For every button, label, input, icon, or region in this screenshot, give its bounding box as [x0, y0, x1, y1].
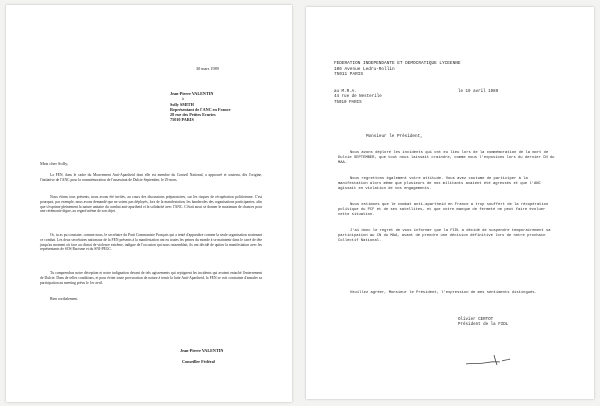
recipient-block	[334, 90, 382, 106]
letterhead-street: 106 Avenue Ledru-Rollin	[334, 66, 395, 72]
address-connector: à	[182, 96, 184, 102]
paragraph: Or, tu as pu constater, comme nous, le secrétaire du Parti Communiste Français qui a tenté d'apparaître comme la seule organisation soutenant ce combat. Les deux secrétaires nationaux de la FEN présents à la manifestation ont eu toutes les peines du monde à se maintenir dans le carré de tête jusqu'au moment où face au climat de violence extrême, indigne de l'occasion qui nous rassemblait, ils ont décidé de quitter la manifestation avec les représentants de SOS Racisme et du SNI-PEGC.	[40, 233, 262, 252]
salutation: Mon cher Solly,	[40, 161, 69, 166]
recipient-line: 44 rue de Nesterile	[334, 95, 382, 100]
address-block	[170, 91, 230, 123]
recipient-line: au M.R.A.	[334, 90, 357, 94]
paragraph: Nous étions tous présents, nous avons été invités, au cours des discussions préparatoires, sur les risques de récupération politicienne. C'est pourquoi, par exemple, nous avons demandé que ne soient pas déployés, lors de la manifestation, les banderoles des organisations participantes, afin que s'exprime pleinement la nature unitaire du combat anti-apartheid et la solidarité avec l'ANC. C'était aussi se donner le maximum de chances pour une cérémonie digne, au regard même de son objet.	[40, 195, 262, 214]
signature-title: Conseiller Fédéral	[182, 359, 215, 364]
letterhead-org: FEDERATION INDEPENDANTE ET DEMOCRATIQUE LYCEENNE	[334, 61, 461, 66]
signer-name: Olivier CERTOT	[458, 318, 494, 322]
closing: Veuillez agréer, Monsieur le Président, l'expression de mes sentiments distingués.	[350, 291, 537, 295]
recipient-role: Représentant de l'ANC en France	[170, 106, 231, 112]
paragraph: J'ai donc le regret de vous informer que la FIDL a décidé de suspendre temporairement sa participation au CN du MAA, avant de prendre une décision définitive lors de notre prochain Collectif National.	[338, 229, 551, 243]
letter-fidl	[306, 7, 594, 399]
recipient-city: 75010 PARIS	[170, 117, 194, 123]
paragraph: Tu comprendras notre déception et notre indignation devant de tels agissements qui rejoignent les incidents qui avaient entaché l'enterrement de Dulcie. Dans de telles conditions, et pour éviter toute provocation de nature à ternir la lutte Anti-Apartheid, la FEN se voit contrainte d'annuler sa participation au meeting prévu le 1er avril.	[40, 271, 262, 285]
letter-date: le 19 avril 1989	[458, 90, 499, 94]
recipient-street: 28 rue des Petites Ecuries	[170, 112, 216, 118]
paragraph: Nous avons déploré les incidents qui ont eu lieu lors de la commémoration de la mort de Dulcie SEPTEMBER, que tout nous laissait craindre, comme nous l'exposions lors du dernier CN du MAA.	[338, 151, 555, 165]
letterhead	[334, 61, 460, 78]
handwritten-signature	[464, 351, 512, 369]
signer-title: Président de la FIDL	[458, 323, 509, 328]
paragraph: Nous regrettons également votre attitude. Vous avez coutume de participer à la manifestation alors même que plusieurs de nos militants avaient été agressés et que l'ANC agissait en violation de vos engagements.	[338, 177, 541, 191]
letter-fen	[6, 5, 292, 402]
signer-block	[458, 318, 508, 329]
letterhead-city: 75011 PARIS	[334, 72, 363, 78]
paragraph: La FEN, dans le cadre du Mouvement Anti-Apartheid dont elle est membre du Conseil National, a approuvé et soutenu, dès l'origine, l'initiative de l'ANC pour la commémoration de l'assassinat de Dulcie September, le 29 mars.	[40, 173, 262, 182]
paragraph: Nous estimons que le combat anti-apartheid en France a trop souffert de la récupération politique du PCF et de ses satellites, et que votre manque de fermeté ne peut faire évoluer cette situation.	[338, 203, 549, 217]
recipient-name: Solly SMITH	[170, 101, 194, 107]
closing: Bien cordialement.	[50, 297, 79, 301]
salutation: Monsieur le Président,	[366, 134, 423, 139]
recipient-line: 75010 PARIS	[334, 100, 362, 105]
signature-name: Jean-Pierre VALENTIN	[180, 348, 224, 353]
letter-date: 30 mars 1989	[196, 66, 219, 71]
sender-name: Jean-Pierre VALENTIN	[170, 91, 214, 96]
